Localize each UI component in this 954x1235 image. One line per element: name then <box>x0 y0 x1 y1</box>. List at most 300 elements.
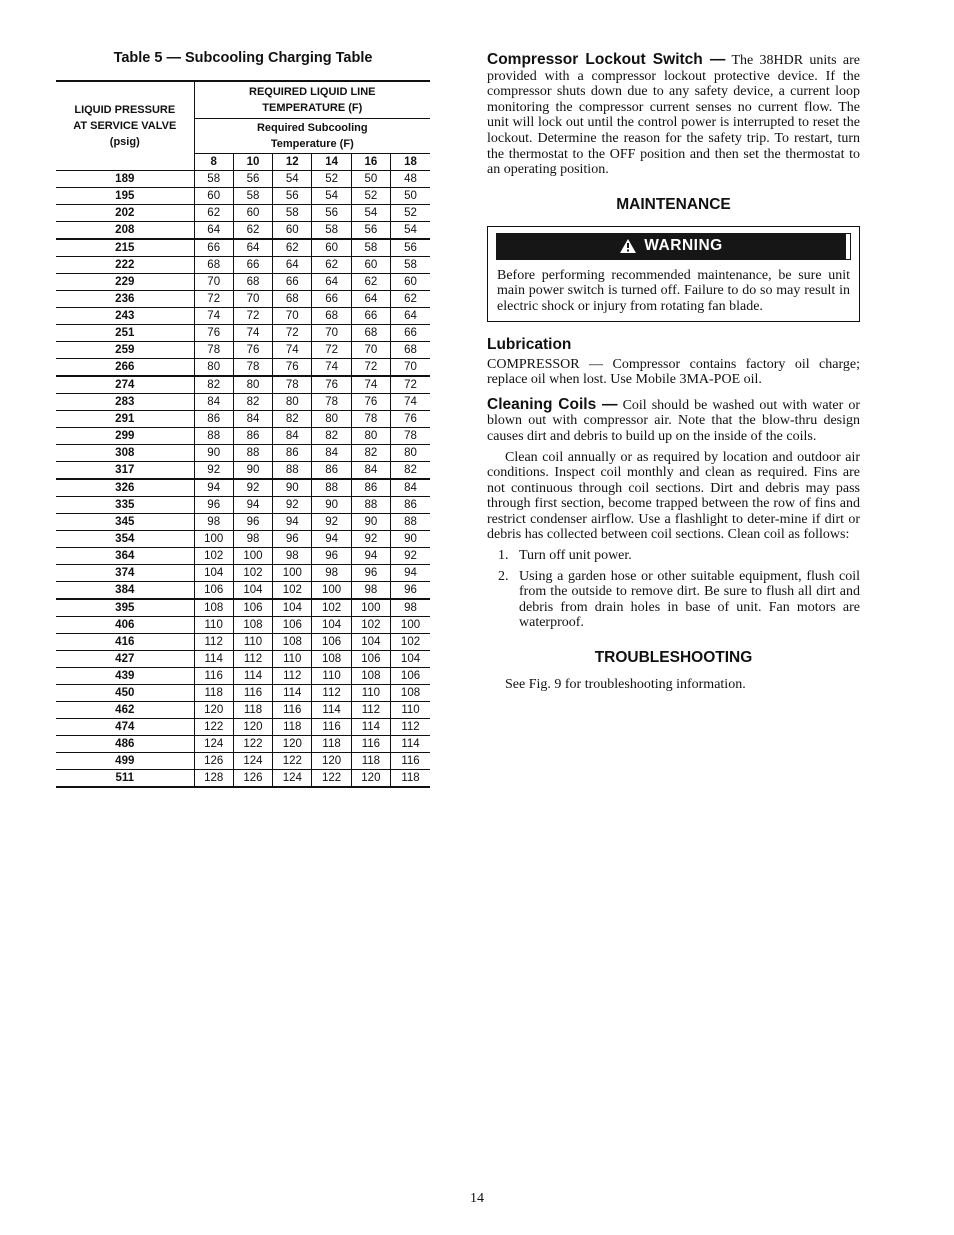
temperature-cell: 116 <box>312 719 351 736</box>
temperature-cell: 64 <box>312 274 351 291</box>
temperature-cell: 86 <box>273 445 312 462</box>
temperature-cell: 98 <box>351 582 390 600</box>
temperature-cell: 60 <box>351 257 390 274</box>
temperature-cell: 116 <box>351 736 390 753</box>
temperature-cell: 86 <box>391 497 430 514</box>
temperature-cell: 74 <box>312 359 351 377</box>
temperature-cell: 60 <box>194 188 233 205</box>
temperature-cell: 72 <box>194 291 233 308</box>
temperature-cell: 78 <box>312 394 351 411</box>
temperature-cell: 86 <box>312 462 351 480</box>
pressure-cell: 416 <box>56 634 194 651</box>
temperature-cell: 60 <box>233 205 272 222</box>
temperature-cell: 64 <box>391 308 430 325</box>
table-row <box>56 651 430 668</box>
temperature-cell: 122 <box>312 770 351 788</box>
temperature-cell: 104 <box>233 582 272 600</box>
temperature-cell: 116 <box>233 685 272 702</box>
temperature-cell: 94 <box>312 531 351 548</box>
pressure-cell: 511 <box>56 770 194 788</box>
temperature-cell: 58 <box>273 205 312 222</box>
warning-label: WARNING <box>644 237 723 255</box>
temperature-cell: 120 <box>351 770 390 788</box>
cleaning-coils-para2: Clean coil annually or as required by location and outdoor air conditions. Inspect coil monthly and clean as required. Fins are not continuous through coil sections. Dirt and debris may pass through first section, become trapped between the row of fins and restrict condenser airflow. Use a flashlight to deter-mine if dirt or debris has collected between coil sections. Clean coil as follows: <box>487 449 860 543</box>
temperature-cell: 106 <box>273 617 312 634</box>
temperature-cell: 92 <box>312 514 351 531</box>
temperature-cell: 68 <box>391 342 430 359</box>
temperature-cell: 78 <box>233 359 272 377</box>
pressure-cell: 202 <box>56 205 194 222</box>
temperature-cell: 116 <box>391 753 430 770</box>
temperature-cell: 64 <box>351 291 390 308</box>
temperature-cell: 56 <box>233 171 272 188</box>
table-row <box>56 685 430 702</box>
cleaning-coils-heading: Cleaning Coils — <box>487 395 618 413</box>
temperature-cell: 68 <box>312 308 351 325</box>
temperature-cell: 100 <box>273 565 312 582</box>
column-header: 16 <box>351 154 390 171</box>
table-row <box>56 376 430 394</box>
temperature-cell: 112 <box>391 719 430 736</box>
cleaning-steps-list <box>487 548 860 631</box>
subcooling-charging-table <box>56 80 430 788</box>
troubleshooting-body: See Fig. 9 for troubleshooting information. <box>505 677 746 693</box>
temperature-cell: 60 <box>273 222 312 240</box>
page-number: 14 <box>470 1191 484 1206</box>
temperature-cell: 104 <box>312 617 351 634</box>
temperature-cell: 102 <box>194 548 233 565</box>
temperature-cell: 60 <box>312 239 351 257</box>
temperature-cell: 112 <box>312 685 351 702</box>
temperature-cell: 90 <box>273 479 312 497</box>
temperature-cell: 68 <box>273 291 312 308</box>
pressure-cell: 317 <box>56 462 194 480</box>
temperature-cell: 100 <box>391 617 430 634</box>
cleaning-coils-paragraph <box>487 397 860 445</box>
pressure-cell: 274 <box>56 376 194 394</box>
cleaning-coils-body: Coil should be washed out with water or blown out with compressor air. Note that the blow-thru design causes dirt and debris to build up on the inside of the coils. <box>487 397 861 444</box>
temperature-cell: 70 <box>312 325 351 342</box>
temperature-cell: 66 <box>312 291 351 308</box>
temperature-cell: 80 <box>273 394 312 411</box>
temperature-cell: 90 <box>391 531 430 548</box>
table-row <box>56 325 430 342</box>
temperature-cell: 120 <box>273 736 312 753</box>
maintenance-title: MAINTENANCE <box>616 195 731 213</box>
pressure-cell: 335 <box>56 497 194 514</box>
temperature-cell: 74 <box>273 342 312 359</box>
column-header: 18 <box>391 154 430 171</box>
temperature-cell: 58 <box>312 222 351 240</box>
pressure-cell: 259 <box>56 342 194 359</box>
temperature-cell: 82 <box>273 411 312 428</box>
temperature-cell: 82 <box>351 445 390 462</box>
temperature-cell: 72 <box>351 359 390 377</box>
pressure-cell: 474 <box>56 719 194 736</box>
temperature-cell: 78 <box>194 342 233 359</box>
temperature-cell: 124 <box>194 736 233 753</box>
temperature-cell: 64 <box>194 222 233 240</box>
required-subcooling-header: Required Subcooling Temperature (F) <box>194 119 430 154</box>
temperature-cell: 118 <box>194 685 233 702</box>
temperature-cell: 70 <box>351 342 390 359</box>
temperature-cell: 96 <box>391 582 430 600</box>
temperature-cell: 116 <box>273 702 312 719</box>
temperature-cell: 84 <box>233 411 272 428</box>
temperature-cell: 106 <box>391 668 430 685</box>
temperature-cell: 110 <box>391 702 430 719</box>
pressure-cell: 384 <box>56 582 194 600</box>
temperature-cell: 84 <box>273 428 312 445</box>
temperature-cell: 88 <box>312 479 351 497</box>
temperature-cell: 92 <box>391 548 430 565</box>
temperature-cell: 78 <box>351 411 390 428</box>
temperature-cell: 98 <box>273 548 312 565</box>
temperature-cell: 76 <box>312 376 351 394</box>
subcooling-table-section <box>56 50 430 788</box>
table-row <box>56 719 430 736</box>
temperature-cell: 100 <box>194 531 233 548</box>
temperature-cell: 96 <box>351 565 390 582</box>
table-row <box>56 308 430 325</box>
temperature-cell: 104 <box>273 599 312 617</box>
temperature-cell: 72 <box>273 325 312 342</box>
temperature-cell: 104 <box>351 634 390 651</box>
temperature-cell: 94 <box>351 548 390 565</box>
temperature-cell: 102 <box>233 565 272 582</box>
pressure-cell: 354 <box>56 531 194 548</box>
temperature-cell: 82 <box>312 428 351 445</box>
pressure-cell: 243 <box>56 308 194 325</box>
temperature-cell: 106 <box>351 651 390 668</box>
warning-box <box>487 226 860 322</box>
pressure-cell: 283 <box>56 394 194 411</box>
temperature-cell: 52 <box>391 205 430 222</box>
table-row <box>56 239 430 257</box>
temperature-cell: 90 <box>194 445 233 462</box>
temperature-cell: 98 <box>391 599 430 617</box>
temperature-cell: 56 <box>312 205 351 222</box>
list-item: 2. Using a garden hose or other suitable equipment, flush coil from the outside to remove dirt. Be sure to flush all dirt and debris from drain holes in base of unit. Fan motors are waterproof. <box>498 568 860 631</box>
temperature-cell: 124 <box>273 770 312 788</box>
pressure-cell: 427 <box>56 651 194 668</box>
temperature-cell: 66 <box>351 308 390 325</box>
temperature-cell: 110 <box>312 668 351 685</box>
temperature-cell: 110 <box>194 617 233 634</box>
temperature-cell: 116 <box>194 668 233 685</box>
table-row <box>56 394 430 411</box>
table-row <box>56 514 430 531</box>
temperature-cell: 86 <box>351 479 390 497</box>
temperature-cell: 90 <box>351 514 390 531</box>
text-column <box>487 52 860 693</box>
temperature-cell: 112 <box>351 702 390 719</box>
temperature-cell: 120 <box>233 719 272 736</box>
pressure-cell: 326 <box>56 479 194 497</box>
temperature-cell: 126 <box>233 770 272 788</box>
pressure-cell: 222 <box>56 257 194 274</box>
temperature-cell: 58 <box>233 188 272 205</box>
table-row <box>56 274 430 291</box>
temperature-cell: 106 <box>194 582 233 600</box>
table-row <box>56 634 430 651</box>
temperature-cell: 114 <box>273 685 312 702</box>
temperature-cell: 94 <box>391 565 430 582</box>
table-row <box>56 531 430 548</box>
temperature-cell: 70 <box>194 274 233 291</box>
temperature-cell: 118 <box>312 736 351 753</box>
temperature-cell: 52 <box>312 171 351 188</box>
temperature-cell: 76 <box>351 394 390 411</box>
temperature-cell: 62 <box>233 222 272 240</box>
table-row <box>56 342 430 359</box>
temperature-cell: 88 <box>351 497 390 514</box>
compressor-lockout-body: The 38HDR units are provided with a compressor lockout protective device. If the compressor shuts down due to any safety device, a current loop monitoring the compressor current senses no current flow. The unit will lock out until the control power is interrupted to reset the lockout. Determine the reason for the safety trip. To restart, turn the thermostat to the OFF position and then set the thermostat to an operating position. <box>487 53 860 178</box>
temperature-cell: 118 <box>391 770 430 788</box>
temperature-cell: 70 <box>391 359 430 377</box>
temperature-cell: 62 <box>194 205 233 222</box>
temperature-cell: 54 <box>312 188 351 205</box>
temperature-cell: 84 <box>312 445 351 462</box>
temperature-cell: 108 <box>312 651 351 668</box>
temperature-cell: 54 <box>391 222 430 240</box>
temperature-cell: 84 <box>194 394 233 411</box>
temperature-cell: 92 <box>233 479 272 497</box>
table-row <box>56 702 430 719</box>
temperature-cell: 54 <box>351 205 390 222</box>
table-row <box>56 497 430 514</box>
temperature-cell: 52 <box>351 188 390 205</box>
temperature-cell: 74 <box>391 394 430 411</box>
temperature-cell: 74 <box>351 376 390 394</box>
pressure-cell: 251 <box>56 325 194 342</box>
temperature-cell: 108 <box>391 685 430 702</box>
temperature-cell: 88 <box>273 462 312 480</box>
column-header: 12 <box>273 154 312 171</box>
column-header: 8 <box>194 154 233 171</box>
temperature-cell: 84 <box>391 479 430 497</box>
temperature-cell: 66 <box>273 274 312 291</box>
temperature-cell: 78 <box>391 428 430 445</box>
temperature-cell: 112 <box>194 634 233 651</box>
table-row <box>56 736 430 753</box>
temperature-cell: 60 <box>391 274 430 291</box>
temperature-cell: 80 <box>351 428 390 445</box>
column-header: 10 <box>233 154 272 171</box>
temperature-cell: 106 <box>233 599 272 617</box>
temperature-cell: 90 <box>312 497 351 514</box>
temperature-cell: 100 <box>233 548 272 565</box>
pressure-cell: 450 <box>56 685 194 702</box>
temperature-cell: 122 <box>273 753 312 770</box>
temperature-cell: 76 <box>391 411 430 428</box>
temperature-cell: 104 <box>391 651 430 668</box>
temperature-cell: 62 <box>273 239 312 257</box>
temperature-cell: 92 <box>194 462 233 480</box>
table-row <box>56 479 430 497</box>
table-row <box>56 445 430 462</box>
table-row <box>56 462 430 480</box>
temperature-cell: 66 <box>233 257 272 274</box>
pressure-cell: 189 <box>56 171 194 188</box>
table-row <box>56 770 430 788</box>
temperature-cell: 108 <box>273 634 312 651</box>
temperature-cell: 90 <box>233 462 272 480</box>
temperature-cell: 58 <box>194 171 233 188</box>
temperature-cell: 106 <box>312 634 351 651</box>
temperature-cell: 80 <box>194 359 233 377</box>
temperature-cell: 120 <box>312 753 351 770</box>
list-item: 1. Turn off unit power. <box>498 548 632 564</box>
table-row <box>56 428 430 445</box>
table-row <box>56 205 430 222</box>
table-row <box>56 617 430 634</box>
temperature-cell: 102 <box>351 617 390 634</box>
temperature-cell: 88 <box>194 428 233 445</box>
temperature-cell: 54 <box>273 171 312 188</box>
pressure-cell: 406 <box>56 617 194 634</box>
temperature-cell: 70 <box>273 308 312 325</box>
temperature-cell: 80 <box>233 376 272 394</box>
temperature-cell: 102 <box>391 634 430 651</box>
pressure-cell: 195 <box>56 188 194 205</box>
temperature-cell: 122 <box>233 736 272 753</box>
pressure-cell: 236 <box>56 291 194 308</box>
temperature-cell: 122 <box>194 719 233 736</box>
temperature-cell: 114 <box>391 736 430 753</box>
table-row <box>56 257 430 274</box>
table-row <box>56 548 430 565</box>
temperature-cell: 86 <box>194 411 233 428</box>
temperature-cell: 76 <box>273 359 312 377</box>
temperature-cell: 72 <box>391 376 430 394</box>
temperature-cell: 96 <box>312 548 351 565</box>
pressure-cell: 364 <box>56 548 194 565</box>
table-row <box>56 188 430 205</box>
table-row <box>56 411 430 428</box>
temperature-cell: 100 <box>312 582 351 600</box>
compressor-lockout-paragraph <box>487 52 860 178</box>
temperature-cell: 68 <box>194 257 233 274</box>
temperature-cell: 56 <box>273 188 312 205</box>
temperature-cell: 56 <box>391 239 430 257</box>
temperature-cell: 118 <box>351 753 390 770</box>
table-row <box>56 668 430 685</box>
temperature-cell: 102 <box>273 582 312 600</box>
temperature-cell: 108 <box>233 617 272 634</box>
temperature-cell: 80 <box>312 411 351 428</box>
temperature-cell: 50 <box>351 171 390 188</box>
temperature-cell: 98 <box>312 565 351 582</box>
temperature-cell: 114 <box>351 719 390 736</box>
temperature-cell: 82 <box>391 462 430 480</box>
table-row <box>56 171 430 188</box>
temperature-cell: 94 <box>194 479 233 497</box>
liquid-pressure-header: LIQUID PRESSURE AT SERVICE VALVE (psig) <box>56 81 194 171</box>
temperature-cell: 74 <box>194 308 233 325</box>
temperature-cell: 88 <box>233 445 272 462</box>
pressure-cell: 499 <box>56 753 194 770</box>
temperature-cell: 114 <box>312 702 351 719</box>
temperature-cell: 48 <box>391 171 430 188</box>
pressure-cell: 291 <box>56 411 194 428</box>
temperature-cell: 68 <box>233 274 272 291</box>
table-row <box>56 359 430 377</box>
warning-triangle-icon <box>620 239 636 253</box>
temperature-cell: 104 <box>194 565 233 582</box>
temperature-cell: 94 <box>233 497 272 514</box>
temperature-cell: 64 <box>233 239 272 257</box>
table-body <box>56 171 430 788</box>
temperature-cell: 56 <box>351 222 390 240</box>
table-row <box>56 291 430 308</box>
pressure-cell: 266 <box>56 359 194 377</box>
temperature-cell: 100 <box>351 599 390 617</box>
temperature-cell: 112 <box>273 668 312 685</box>
temperature-cell: 64 <box>273 257 312 274</box>
temperature-cell: 88 <box>391 514 430 531</box>
pressure-cell: 395 <box>56 599 194 617</box>
temperature-cell: 74 <box>233 325 272 342</box>
temperature-cell: 58 <box>351 239 390 257</box>
temperature-cell: 50 <box>391 188 430 205</box>
temperature-cell: 66 <box>391 325 430 342</box>
temperature-cell: 68 <box>351 325 390 342</box>
temperature-cell: 82 <box>194 376 233 394</box>
temperature-cell: 102 <box>312 599 351 617</box>
warning-text: Before performing recommended maintenance, be sure unit main power switch is turned off. Failure to do so may result in electric shock or injury from rotating fan blade. <box>497 267 850 314</box>
temperature-cell: 108 <box>194 599 233 617</box>
pressure-cell: 374 <box>56 565 194 582</box>
temperature-cell: 94 <box>273 514 312 531</box>
temperature-cell: 110 <box>233 634 272 651</box>
temperature-cell: 92 <box>273 497 312 514</box>
temperature-cell: 126 <box>194 753 233 770</box>
temperature-cell: 80 <box>391 445 430 462</box>
temperature-cell: 98 <box>194 514 233 531</box>
temperature-cell: 66 <box>194 239 233 257</box>
temperature-cell: 96 <box>233 514 272 531</box>
temperature-cell: 92 <box>351 531 390 548</box>
temperature-cell: 86 <box>233 428 272 445</box>
temperature-cell: 84 <box>351 462 390 480</box>
column-header: 14 <box>312 154 351 171</box>
pressure-cell: 299 <box>56 428 194 445</box>
warning-banner <box>497 234 850 259</box>
table-row <box>56 222 430 240</box>
pressure-cell: 486 <box>56 736 194 753</box>
temperature-cell: 110 <box>351 685 390 702</box>
table-row <box>56 582 430 600</box>
temperature-cell: 120 <box>194 702 233 719</box>
pressure-cell: 308 <box>56 445 194 462</box>
lubrication-body: COMPRESSOR — Compressor contains factory oil charge; replace oil when lost. Use Mobile 3MA-POE oil. <box>487 356 860 388</box>
temperature-cell: 62 <box>351 274 390 291</box>
table-row <box>56 565 430 582</box>
temperature-cell: 70 <box>233 291 272 308</box>
lubrication-title: Lubrication <box>487 335 572 353</box>
temperature-cell: 112 <box>233 651 272 668</box>
temperature-cell: 58 <box>391 257 430 274</box>
temperature-cell: 96 <box>194 497 233 514</box>
pressure-cell: 439 <box>56 668 194 685</box>
table-row <box>56 599 430 617</box>
required-liquid-line-header: REQUIRED LIQUID LINE TEMPERATURE (F) <box>194 81 430 119</box>
temperature-cell: 76 <box>233 342 272 359</box>
table-row <box>56 753 430 770</box>
pressure-cell: 345 <box>56 514 194 531</box>
temperature-cell: 128 <box>194 770 233 788</box>
